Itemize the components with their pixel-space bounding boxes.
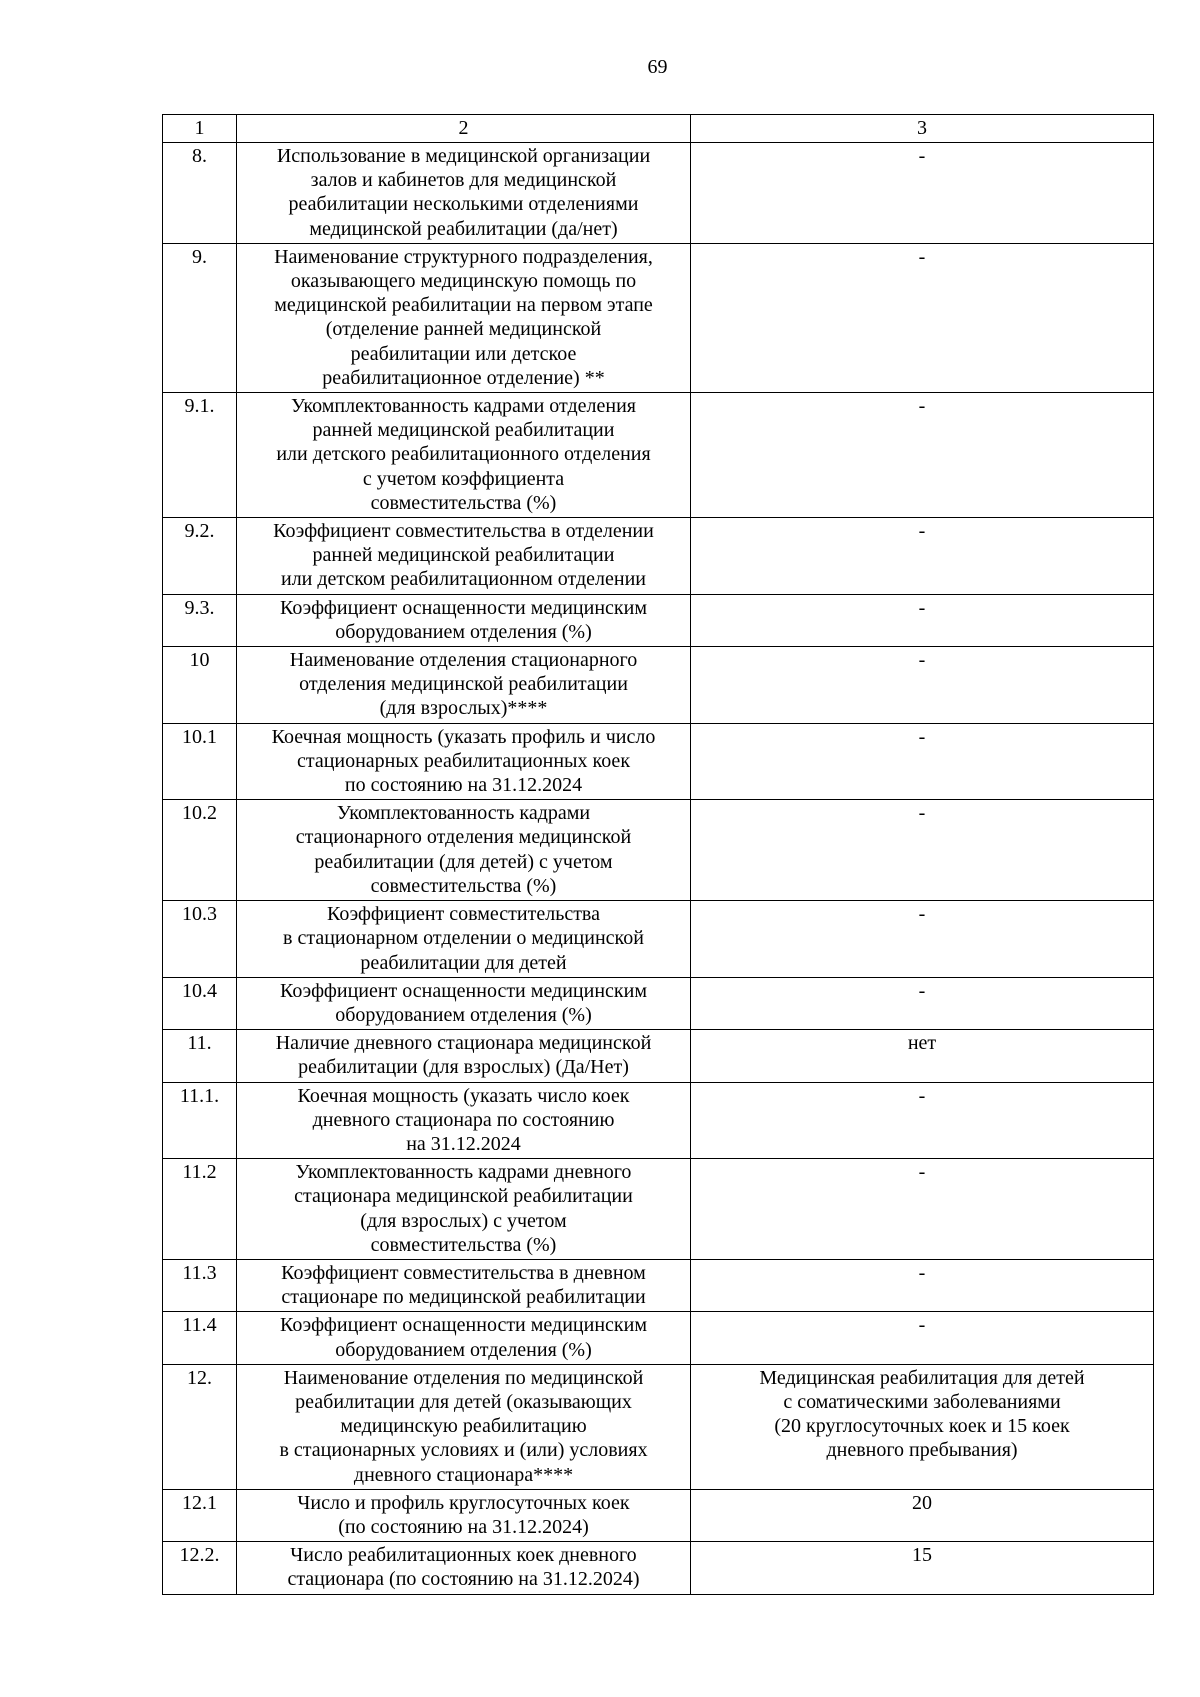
table-row — [163, 1259, 1154, 1311]
indicator-cell — [237, 1082, 691, 1159]
indicator-line: Коэффициент оснащенности медицинским — [280, 979, 647, 1002]
value-cell — [691, 977, 1154, 1029]
value-line: с соматическими заболеваниями — [783, 1390, 1061, 1413]
row-number-line: 12. — [187, 1366, 212, 1389]
row-number-line: 11.1. — [179, 1084, 220, 1107]
value-cell — [691, 1082, 1154, 1159]
indicator-line: с учетом коэффициента — [362, 467, 565, 490]
value-cell — [691, 647, 1154, 724]
indicator-line: Укомплектованность кадрами дневного — [295, 1161, 632, 1184]
indicator-line: дневного стационара**** — [353, 1463, 574, 1486]
row-number-cell — [163, 393, 237, 518]
value-line: - — [918, 1261, 926, 1284]
indicator-line: реабилитационное отделение) ** — [322, 366, 605, 389]
value-line: - — [918, 520, 926, 543]
value-line: - — [918, 596, 926, 619]
row-number-cell — [163, 977, 237, 1029]
row-number-line: 9.2. — [184, 520, 215, 543]
table-row — [163, 143, 1154, 244]
row-number-line: 11.2 — [182, 1161, 217, 1184]
indicator-line: медицинскую реабилитацию — [340, 1415, 587, 1438]
indicator-line: реабилитации несколькими отделениями — [288, 193, 639, 216]
row-number-cell — [163, 1312, 237, 1364]
table-row — [163, 1489, 1154, 1541]
indicator-line: Коэффициент совместительства — [326, 903, 600, 926]
indicator-cell — [237, 594, 691, 646]
indicator-line: стационарных реабилитационных коек — [296, 749, 631, 772]
value-line: Медицинская реабилитация для детей — [759, 1366, 1085, 1389]
indicator-line: Коечная мощность (указать профиль и число — [271, 725, 656, 748]
indicator-line: дневного стационара по состоянию — [312, 1108, 615, 1131]
indicator-cell — [237, 977, 691, 1029]
indicator-line: совместительства (%) — [370, 1233, 557, 1256]
row-number-line: 11. — [187, 1032, 212, 1055]
value-cell — [691, 594, 1154, 646]
indicator-cell — [237, 901, 691, 978]
indicator-cell — [237, 723, 691, 800]
row-number-cell — [163, 1082, 237, 1159]
row-number-cell — [163, 1259, 237, 1311]
row-number-line: 11.3 — [182, 1261, 217, 1284]
indicator-line: Число реабилитационных коек дневного — [290, 1544, 637, 1567]
value-cell — [691, 143, 1154, 244]
value-cell — [691, 1159, 1154, 1260]
indicator-line: по состоянию на 31.12.2024 — [344, 774, 583, 797]
indicator-line: (отделение ранней медицинской — [325, 318, 602, 341]
table-row — [163, 1364, 1154, 1489]
indicator-line: Коэффициент совместительства в дневном — [281, 1261, 646, 1284]
row-number-cell — [163, 901, 237, 978]
row-number-line: 11.4 — [182, 1314, 217, 1337]
table-row — [163, 1312, 1154, 1364]
value-cell — [691, 1489, 1154, 1541]
indicator-cell — [237, 1489, 691, 1541]
indicator-cell — [237, 1259, 691, 1311]
indicator-line: в стационарном отделении о медицинской — [283, 927, 644, 950]
value-line: - — [918, 1161, 926, 1184]
value-cell — [691, 518, 1154, 595]
indicator-line: медицинской реабилитации (да/нет) — [309, 217, 618, 240]
row-number-cell — [163, 647, 237, 724]
indicator-line: Коечная мощность (указать число коек — [297, 1084, 630, 1107]
indicator-line: стационара (по состоянию на 31.12.2024) — [287, 1568, 640, 1591]
table-row — [163, 393, 1154, 518]
indicator-line: Укомплектованность кадрами — [336, 802, 591, 825]
value-cell — [691, 1364, 1154, 1489]
value-cell — [691, 901, 1154, 978]
row-number-line: 10.3 — [182, 903, 217, 926]
value-cell — [691, 243, 1154, 392]
value-cell — [691, 1259, 1154, 1311]
row-number-line: 12.1 — [182, 1491, 217, 1514]
row-number-cell — [163, 1542, 237, 1594]
table-row — [163, 723, 1154, 800]
indicator-line: реабилитации (для взрослых) (Да/Нет) — [298, 1056, 629, 1079]
table-row — [163, 594, 1154, 646]
indicator-line: совместительства (%) — [370, 491, 557, 514]
row-number-line: 12.2. — [179, 1544, 220, 1567]
row-number-line: 10.2 — [182, 802, 217, 825]
indicator-line: или детском реабилитационном отделении — [280, 568, 647, 591]
value-line: дневного пребывания) — [826, 1439, 1018, 1462]
indicator-line: Использование в медицинской организации — [276, 145, 651, 167]
indicator-line: Наименование отделения по медицинской — [283, 1366, 644, 1389]
row-number-cell — [163, 143, 237, 244]
indicator-line: Наименование структурного подразделения, — [274, 245, 653, 268]
table-body — [163, 143, 1154, 1595]
indicator-line: Коэффициент совместительства в отделении — [273, 520, 654, 543]
indicator-line: оборудованием отделения (%) — [335, 1003, 592, 1026]
value-cell — [691, 1030, 1154, 1082]
row-number-line: 9.3. — [184, 596, 215, 619]
row-number-line: 9. — [192, 245, 207, 268]
column-header-1: 1 — [163, 115, 237, 143]
row-number-cell — [163, 1489, 237, 1541]
value-line: - — [918, 979, 926, 1002]
column-header-3: 3 — [691, 115, 1154, 143]
row-number-line: 10.4 — [182, 979, 217, 1002]
indicator-line: Наименование отделения стационарного — [289, 649, 638, 672]
indicator-line: ранней медицинской реабилитации — [312, 419, 615, 442]
indicator-cell — [237, 800, 691, 901]
indicator-line: медицинской реабилитации на первом этапе — [274, 294, 653, 317]
row-number-cell — [163, 243, 237, 392]
row-number-cell — [163, 1159, 237, 1260]
indicator-cell — [237, 1159, 691, 1260]
indicator-line: (для взрослых) с учетом — [360, 1209, 567, 1232]
value-cell — [691, 393, 1154, 518]
value-line: - — [918, 395, 926, 418]
row-number-cell — [163, 723, 237, 800]
indicator-line: (по состоянию на 31.12.2024) — [338, 1515, 589, 1538]
indicator-line: оборудованием отделения (%) — [335, 1338, 592, 1361]
table-row — [163, 1159, 1154, 1260]
row-number-cell — [163, 800, 237, 901]
value-cell — [691, 1542, 1154, 1594]
table-row — [163, 977, 1154, 1029]
indicator-line: реабилитации (для детей) с учетом — [314, 850, 613, 873]
indicator-line: совместительства (%) — [370, 874, 557, 897]
value-cell — [691, 800, 1154, 901]
indicator-line: залов и кабинетов для медицинской — [310, 169, 617, 192]
indicator-line: Число и профиль круглосуточных коек — [297, 1491, 630, 1514]
value-cell — [691, 1312, 1154, 1364]
indicator-line: Коэффициент оснащенности медицинским — [280, 596, 647, 619]
indicator-line: реабилитации для детей — [360, 951, 567, 974]
indicator-cell — [237, 1542, 691, 1594]
indicator-line: стационара медицинской реабилитации — [294, 1185, 633, 1208]
indicator-cell — [237, 1364, 691, 1489]
table-row — [163, 518, 1154, 595]
row-number-line: 9.1. — [184, 395, 215, 418]
value-line: - — [918, 1084, 926, 1107]
table-row — [163, 243, 1154, 392]
indicator-line: (для взрослых)**** — [379, 697, 548, 720]
indicator-cell — [237, 1030, 691, 1082]
table-row — [163, 800, 1154, 901]
indicator-line: Укомплектованность кадрами отделения — [291, 395, 636, 418]
value-line: - — [918, 245, 926, 268]
indicator-line: Коэффициент оснащенности медицинским — [280, 1314, 647, 1337]
indicator-line: в стационарных условиях и (или) условиях — [279, 1439, 648, 1462]
indicator-line: на 31.12.2024 — [406, 1132, 521, 1155]
indicator-line: оказывающего медицинскую помощь по — [290, 270, 637, 293]
indicator-cell — [237, 243, 691, 392]
row-number-line: 10.1 — [182, 725, 217, 748]
indicator-line: отделения медицинской реабилитации — [299, 673, 628, 696]
header-row — [163, 115, 1154, 143]
indicator-cell — [237, 1312, 691, 1364]
value-line: 20 — [912, 1491, 932, 1514]
indicator-cell — [237, 393, 691, 518]
indicator-line: реабилитации или детское — [350, 342, 577, 365]
indicator-line: реабилитации для детей (оказывающих — [295, 1390, 632, 1413]
row-number-cell — [163, 1364, 237, 1489]
indicator-line: Наличие дневного стационара медицинской — [275, 1032, 652, 1055]
indicator-line: стационарного отделения медицинской — [295, 826, 632, 849]
row-number-cell — [163, 1030, 237, 1082]
table-row — [163, 1082, 1154, 1159]
row-number-cell — [163, 518, 237, 595]
value-line: - — [918, 903, 926, 926]
value-line: - — [918, 145, 926, 167]
table-row — [163, 647, 1154, 724]
indicator-line: оборудованием отделения (%) — [335, 620, 592, 643]
indicator-cell — [237, 647, 691, 724]
indicator-cell — [237, 518, 691, 595]
value-line: - — [918, 725, 926, 748]
table-row — [163, 1030, 1154, 1082]
page-number: 69 — [647, 56, 668, 78]
value-line: - — [918, 1314, 926, 1337]
value-line: (20 круглосуточных коек и 15 коек — [774, 1415, 1070, 1438]
table-row — [163, 901, 1154, 978]
value-cell — [691, 723, 1154, 800]
indicator-line: стационаре по медицинской реабилитации — [281, 1286, 646, 1309]
table-header — [163, 115, 1154, 143]
value-line: - — [918, 649, 926, 672]
row-number-cell — [163, 594, 237, 646]
value-line: 15 — [912, 1544, 932, 1567]
indicator-line: или детского реабилитационного отделения — [276, 443, 651, 466]
row-number-line: 8. — [192, 145, 207, 167]
data-table — [162, 114, 1154, 1595]
value-line: нет — [907, 1032, 937, 1055]
value-line: - — [918, 802, 926, 825]
table-row — [163, 1542, 1154, 1594]
column-header-2: 2 — [237, 115, 691, 143]
indicator-cell — [237, 143, 691, 244]
row-number-line: 10 — [189, 649, 210, 672]
indicator-line: ранней медицинской реабилитации — [312, 544, 615, 567]
